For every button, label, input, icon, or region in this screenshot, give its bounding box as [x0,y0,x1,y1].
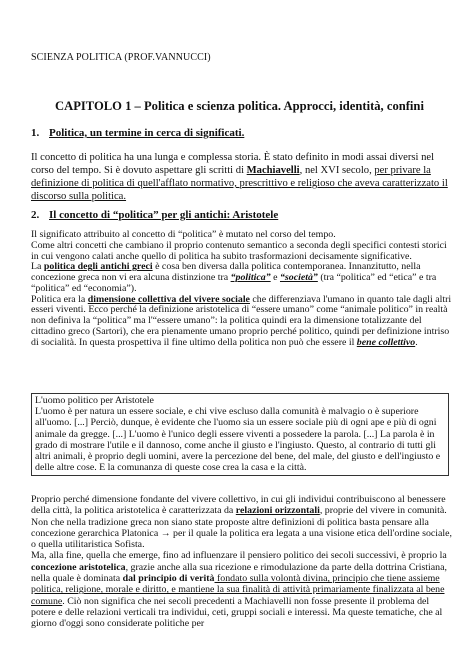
bold-term: relazioni orizzontali [235,505,320,517]
section-2-body [31,230,455,348]
section-1-number: 1. [31,127,40,139]
text-run: La [31,261,44,273]
text-run: , grazie anche alla sua ricezione e rimodulazione da parte della dottrina Cristiana, nella quale è dominata [31,561,447,585]
bold-term: dimensione collettiva del vivere sociale [87,293,250,305]
text-run: Il concetto di politica ha una lunga e complessa storia. È stato definito in modi assai diversi nel corso del tempo. Si è dovuto aspettare gli scritti di [31,152,435,176]
bold-term: dal principio di verità [122,573,215,585]
text-run: , proprie del vivere in comunità. Non che nella tradizione greca non siano state proposte altre definizioni di politica basta pensare alla concezione gerarchica Platonica [31,505,447,539]
paragraph: Il significato attribuito al concetto di “politica” è mutato nel corso del tempo. [31,229,336,240]
section-2-title: Il concetto di “politica” per gli antichi: Aristotele [49,209,279,221]
section-1-heading [31,127,244,139]
section-1-paragraph [31,151,455,203]
aristotle-quote-box [31,393,449,476]
section-3-body [31,494,455,630]
quote-body: L'uomo è per natura un essere sociale, e chi vive escluso dalla comunità è malvagio o è superiore all'uomo. [...] Perciò, dunque, è evidente che l'uomo sia un essere sociale più di ogni ape e più di ogni animale da gregge. [...] L'uomo è l'unico degli essere viventi a possedere la parola. [...] La parola è in grado di mostrare l'utile e il dannoso, come anche il giusto e l'ingiusto. Questo, al contrario di tutti gli altri animali, è proprio degli uomini, avere la percezione del bene, del male, del giusto e dell'ingiusto e delle altre cose. E la comunanza di queste cose crea la casa e la città. [35,406,441,474]
text-run: Ma, alla fine, quella che emerge, fino ad influenzare il pensiero politico dei secoli successivi, è proprio la [31,550,447,562]
text-run: (tra “politica” ed “etica” e tra “politica” ed “economia”). [31,272,437,294]
document-header: SCIENZA POLITICA (PROF.VANNUCCI) [31,52,211,63]
text-run: per il quale la politica era legata a una visione etica dell'ordine sociale, o quella utilitaristica Sofista. [31,527,453,551]
bold-term: “società” [279,272,318,283]
underlined-text: fondato sulla volontà divina, principio che tiene assieme politica, religione, morale e diritto, e mantiene la sua finalità di attività primariamente finalizzata al bene comune [31,573,445,607]
underlined-text: per privare la definizione di politica di quell'afflato normativo, prescrittivo e religioso che aveva caratterizzato il discorso sulla politica. [31,165,448,202]
paragraph: Come altri concetti che cambiano il proprio contenuto semantico a seconda degli specifici contesti storici in cui vengono calati anche quello di politica ha subito trasformazioni decisamente significative. [31,239,447,262]
text-run: che differenziava l'umano in quanto tale dagli altri esseri viventi. Ecco perché la definizione aristotelica di “essere umano” come “animale politico” in realtà non definiva la “politica” ma l'“essere umano”: la politica quindi era la dimensione totalizzante del cittadino greco (Sartori), che era pienamente umano proprio perché politico, quindi per definizione intriso di socialità. In questa prospettiva il fine ultimo della politica non può che essere il [31,293,452,348]
bold-term: politica degli antichi greci [43,261,153,273]
paragraph [31,262,455,294]
bold-term: bene collettivo [356,336,416,348]
text-run: Proprio perché dimensione fondante del vivere collettivo, in cui gli individui contribuiscono al benessere della città, la politica aristotelica è caratterizzata da [31,494,446,517]
text-run: e [270,272,280,283]
quote-title: L'uomo politico per Aristotele [35,395,154,406]
chapter-title: CAPITOLO 1 – Politica e scienza politica. Approcci, identità, confini [55,99,424,113]
text-run: , nel XVI secolo, [299,165,375,176]
text-run: è cosa ben diversa dalla politica contemporanea. Innanzitutto, nella concezione greca non vi era alcuna distinzione tra [31,261,421,283]
section-2-number: 2. [31,209,40,221]
arrow-icon: → [160,527,171,539]
bold-term: “politica” [230,272,271,283]
text-run: Politica era la [31,293,88,305]
section-2-heading [31,209,278,221]
section-1-title: Politica, un termine in cerca di significati. [49,127,245,139]
text-run: . [415,336,418,348]
machiavelli-term: Machiavelli [246,165,300,176]
text-run: . Ciò non significa che nei secoli precedenti a Machiavelli non fosse presente il problema del potere e delle relazioni verticali tra individui, ceti, gruppi sociali e interessi. Ma queste tematiche, che al giorno d'oggi sono considerate politiche per [31,595,443,630]
bold-term: concezione aristotelica [31,561,126,573]
paragraph [31,295,455,349]
